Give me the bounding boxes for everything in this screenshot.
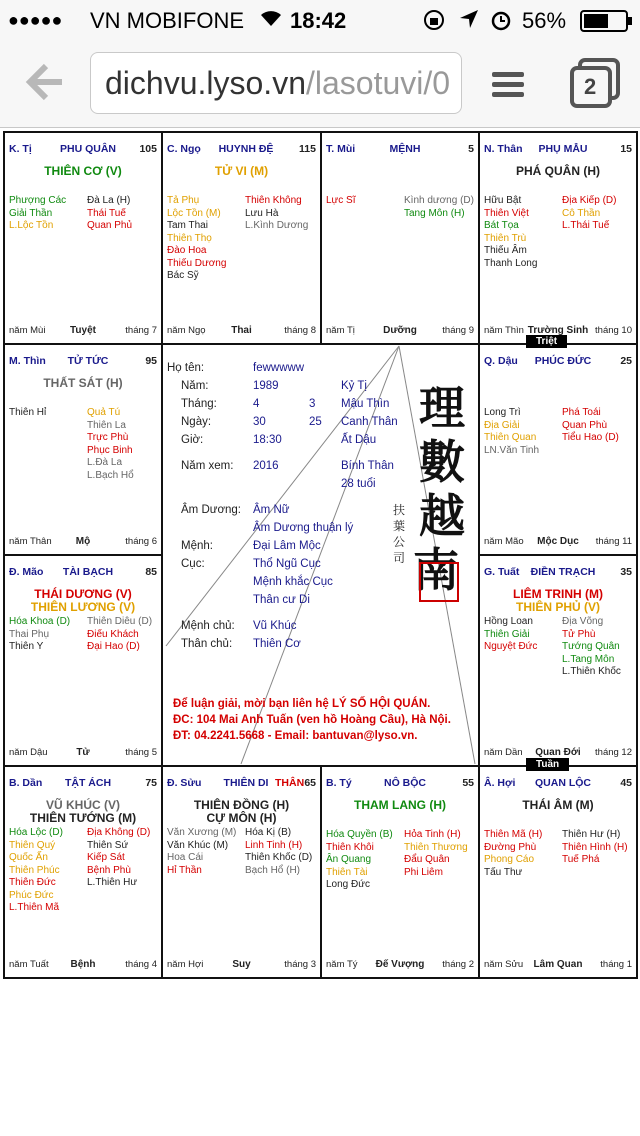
cuc-value: Thổ Ngũ Cục xyxy=(253,558,321,570)
main-star: LIÊM TRINH (M) xyxy=(513,587,603,601)
minor-star: Phục Binh xyxy=(87,444,133,456)
minor-star: Thiên Diêu (D) xyxy=(87,616,153,627)
palace-cell xyxy=(161,765,322,979)
cell-branch: Đ. Sửu xyxy=(167,777,202,789)
minor-star: Văn Khúc (M) xyxy=(167,839,229,851)
cell-palace: MỆNH xyxy=(389,143,421,155)
cell-palace: NÔ BỘC xyxy=(384,777,426,789)
main-star: CỰ MÔN (H) xyxy=(206,811,277,825)
cell-footer-month: tháng 10 xyxy=(595,324,632,336)
cell-age-number: 15 xyxy=(620,143,632,155)
minor-star: Thiên Hư (H) xyxy=(562,829,621,840)
palace-cell xyxy=(3,343,163,556)
cell-footer-stage: Dưỡng xyxy=(383,324,417,336)
contact-line: Để luận giải, mời bạn liên hệ LÝ SỐ HỘI QUÁN. xyxy=(173,698,431,710)
minor-star: Hóa Lộc (D) xyxy=(9,827,63,838)
minor-star: Thiên Khôi xyxy=(326,841,374,853)
cell-branch: B. Dần xyxy=(9,777,43,789)
minor-star: Lưu Hà xyxy=(245,207,279,219)
minor-star: Bát Tọa xyxy=(484,220,519,231)
minor-star: Thiên Phúc xyxy=(9,864,60,876)
cell-footer-year: năm Sửu xyxy=(484,958,524,970)
cell-footer-stage: Đế Vượng xyxy=(375,958,425,970)
seal-small-text: 扶 葉 公 司 xyxy=(393,503,406,565)
minor-star: Tuế Phá xyxy=(562,854,600,865)
center-info-panel xyxy=(161,344,478,766)
view-year-can: Bính Thân xyxy=(341,460,394,472)
cell-age-number: 95 xyxy=(145,355,157,367)
month-label: Tháng: xyxy=(181,398,217,410)
minor-star: Tử Phù xyxy=(562,628,596,640)
cell-footer-month: tháng 9 xyxy=(442,324,474,336)
location-icon xyxy=(458,8,480,36)
calligraphy-char: 越 xyxy=(419,489,465,543)
minor-star: Thái Tuế xyxy=(87,207,126,219)
minor-star: L.Thiên Mã xyxy=(9,902,60,913)
amduong-relation: Âm Dương thuận lý xyxy=(253,522,354,534)
main-star: THÁI DƯƠNG (V) xyxy=(34,587,132,601)
cell-age-number: 85 xyxy=(145,566,157,578)
tuan-tag: Tuần xyxy=(526,758,569,771)
horoscope-chart xyxy=(0,128,640,1136)
minor-star: Quan Phủ xyxy=(87,220,133,231)
minor-star: Phi Liêm xyxy=(404,866,443,878)
cell-footer-stage: Suy xyxy=(232,958,251,970)
address-bar[interactable] xyxy=(90,52,462,114)
minor-star: Địa Kiếp (D) xyxy=(562,195,617,206)
main-star: THIÊN PHỦ (V) xyxy=(516,600,600,614)
cell-footer-year: năm Tuất xyxy=(9,958,49,970)
calligraphy-char: 南 xyxy=(413,543,459,597)
thanchu-label: Thân chủ: xyxy=(181,638,233,650)
battery-percent: 56% xyxy=(522,8,567,33)
minor-star: Điếu Khách xyxy=(87,628,139,640)
signal-strength: ●●●●● xyxy=(8,10,63,30)
palace-cell xyxy=(478,131,638,345)
minor-star: Thai Phụ xyxy=(9,628,50,640)
alarm-icon xyxy=(490,8,512,38)
cell-footer-year: năm Mùi xyxy=(9,324,46,336)
cell-footer-stage: Lâm Quan xyxy=(533,958,583,970)
cell-footer-year: năm Thân xyxy=(9,535,52,547)
minor-star: Long Đức xyxy=(326,879,370,890)
cell-palace: TẬT ÁCH xyxy=(64,777,112,789)
minor-star: Thiên Y xyxy=(9,641,44,652)
minor-star: Trực Phù xyxy=(87,432,129,443)
contact-address: ĐC: 104 Mai Anh Tuấn (ven hồ Hoàng Cầu), Hà Nội. xyxy=(173,714,451,726)
year-label: Năm: xyxy=(181,380,209,392)
wifi-icon xyxy=(258,6,284,34)
minor-star: Thiên Quý xyxy=(9,839,56,851)
minor-star: Địa Không (D) xyxy=(87,827,151,838)
cell-footer-month: tháng 12 xyxy=(595,746,632,758)
rotation-lock-icon xyxy=(422,8,446,38)
menh-label: Mệnh: xyxy=(181,540,213,552)
calligraphy-char: 數 xyxy=(419,435,465,489)
cell-branch: Q. Dậu xyxy=(484,355,518,367)
cell-age-number: 115 xyxy=(299,143,316,155)
palace-cell xyxy=(478,765,638,979)
minor-star: Quan Phù xyxy=(562,419,608,431)
amduong-value: Âm Nữ xyxy=(253,504,290,516)
cell-footer-stage: Thai xyxy=(231,324,252,336)
view-year-label: Năm xem: xyxy=(181,460,234,472)
minor-star: Thiên Thọ xyxy=(167,232,212,244)
minor-star: L.Kình Dương xyxy=(245,220,309,231)
minor-star: Nguyệt Đức xyxy=(484,641,538,652)
name-value: fewwwww xyxy=(253,362,305,374)
main-star: THIÊN CƠ (V) xyxy=(44,164,122,178)
name-label: Họ tên: xyxy=(167,362,205,374)
minor-star: L.Thiên Khốc xyxy=(562,666,621,677)
minor-star: Tiểu Hao (D) xyxy=(562,432,619,443)
palace-cell xyxy=(478,343,638,556)
day-lunar: 25 xyxy=(309,416,322,428)
minor-star: Tang Môn (H) xyxy=(404,207,465,219)
battery-icon xyxy=(580,9,634,39)
cell-age-number: 55 xyxy=(462,777,474,789)
palace-cell xyxy=(3,554,163,767)
minor-star: Ân Quang xyxy=(326,854,372,865)
cell-age-number: 45 xyxy=(620,777,632,789)
minor-star: Thiên Quan xyxy=(484,432,537,443)
carrier-name: VN MOBIFONE xyxy=(90,8,245,33)
minor-star: Thiên La xyxy=(87,419,126,431)
url-path: /lasotuvi/0 xyxy=(305,65,451,101)
cell-footer-year: năm Mão xyxy=(484,535,524,547)
cell-footer-month: tháng 11 xyxy=(595,535,632,547)
minor-star: Thiên Giải xyxy=(484,628,530,640)
main-star: THAM LANG (H) xyxy=(354,798,446,812)
cell-branch: N. Thân xyxy=(484,143,523,155)
minor-star: Thiên Không xyxy=(245,195,302,206)
minor-star: Đường Phù xyxy=(484,841,537,853)
cell-footer-year: năm Thìn xyxy=(484,324,524,336)
palace-cell xyxy=(3,131,163,345)
cell-age-number: 75 xyxy=(145,777,157,789)
minor-star: L.Thái Tuế xyxy=(562,220,610,231)
cell-footer-stage: Quan Đới xyxy=(535,746,581,758)
cell-footer-month: tháng 6 xyxy=(125,535,157,547)
cell-footer-year: năm Dậu xyxy=(9,746,48,758)
minor-star: Lực Sĩ xyxy=(326,195,356,206)
minor-star: Địa Giải xyxy=(484,419,520,431)
hour-value: 18:30 xyxy=(253,434,282,446)
minor-star: Thiên Sứ xyxy=(87,839,129,851)
cell-footer-year: năm Tý xyxy=(326,958,358,970)
menhchu-label: Mệnh chủ: xyxy=(181,620,235,632)
cell-palace: PHÚC ĐỨC xyxy=(534,355,592,367)
cell-palace: ĐIỀN TRẠCH xyxy=(530,566,596,578)
calligraphy-char: 理 xyxy=(419,381,465,435)
cell-branch: K. Tị xyxy=(9,143,32,155)
minor-star: Hồng Loan xyxy=(484,616,533,627)
minor-star: Đại Hao (D) xyxy=(87,641,140,652)
palace-cell xyxy=(320,131,480,345)
cell-footer-month: tháng 3 xyxy=(284,958,316,970)
cell-palace: PHỤ MẪU xyxy=(538,143,588,155)
minor-star: Hóa Khoa (D) xyxy=(9,616,71,627)
hour-label: Giờ: xyxy=(181,434,204,446)
cell-palace: TỬ TỨC xyxy=(67,355,109,367)
cell-footer-month: tháng 2 xyxy=(442,958,474,970)
minor-star: Thiên Việt xyxy=(484,207,529,219)
minor-star: Phong Cáo xyxy=(484,854,535,865)
minor-star: Văn Xương (M) xyxy=(167,827,237,838)
minor-star: Thiên Khốc (D) xyxy=(245,852,313,863)
minor-star: Thiên Trù xyxy=(484,232,527,244)
cell-palace: HUYNH ĐỆ xyxy=(218,143,274,155)
cell-branch: Â. Hợi xyxy=(484,777,516,789)
main-star: TỬ VI (M) xyxy=(214,164,269,178)
hour-can: Ất Dậu xyxy=(341,434,377,446)
tabs-icon[interactable] xyxy=(570,58,622,113)
minor-star: Bạch Hổ (H) xyxy=(245,864,301,876)
main-star: THẤT SÁT (H) xyxy=(43,376,123,390)
amduong-label: Âm Dương: xyxy=(181,504,241,516)
cell-age-number: 65 xyxy=(304,777,316,789)
menh-value: Đại Lâm Mộc xyxy=(253,540,321,552)
minor-star: Thiên Hỉ xyxy=(9,407,47,418)
menhchu-value: Vũ Khúc xyxy=(253,620,297,632)
palace-cell xyxy=(3,765,163,979)
minor-star: Kình dương (D) xyxy=(404,195,474,206)
minor-star: Bệnh Phù xyxy=(87,864,131,876)
minor-star: Thiên Đức xyxy=(9,877,56,888)
minor-star: Thiếu Dương xyxy=(167,257,227,269)
contact-phone-email[interactable]: ĐT: 04.2241.5668 - Email: bantuvan@lyso.vn. xyxy=(173,730,418,742)
cell-palace: PHU QUÂN xyxy=(59,143,116,155)
minor-star: Thiên Hình (H) xyxy=(562,841,628,853)
age-value: 28 tuổi xyxy=(341,478,376,490)
cell-palace: TÀI BẠCH xyxy=(62,566,114,578)
cell-footer-stage: Tử xyxy=(76,746,90,758)
cell-footer-stage: Bệnh xyxy=(70,958,96,970)
minor-star: Hóa Quyền (B) xyxy=(326,829,393,840)
minor-star: Phá Toái xyxy=(562,407,601,418)
palace-cell xyxy=(478,554,638,767)
browser-toolbar xyxy=(0,40,640,128)
cell-footer-month: tháng 8 xyxy=(284,324,316,336)
minor-star: Hóa Kị (B) xyxy=(245,827,292,838)
palace-cell xyxy=(161,131,322,345)
month-value: 4 xyxy=(253,398,260,410)
main-star: VŨ KHÚC (V) xyxy=(46,798,120,812)
view-year-value: 2016 xyxy=(253,460,279,472)
cell-than-marker: THÂN xyxy=(275,777,305,789)
cell-footer-stage: Mộ xyxy=(75,535,91,547)
minor-star: L.Thiên Hư xyxy=(87,877,138,888)
cell-footer-stage: Mộc Dục xyxy=(537,535,579,547)
minor-star: Phượng Các xyxy=(9,195,67,206)
cell-branch: Đ. Mão xyxy=(9,566,44,578)
red-seal-stamp xyxy=(419,562,459,602)
month-lunar: 3 xyxy=(309,398,316,410)
cell-palace: QUAN LỘC xyxy=(535,777,591,789)
minor-star: Quốc Ấn xyxy=(9,852,48,863)
main-star: PHÁ QUÂN (H) xyxy=(516,164,600,178)
minor-star: LN.Văn Tinh xyxy=(484,444,540,456)
cuc-label: Cục: xyxy=(181,558,205,570)
minor-star: Thiên Thương xyxy=(404,841,468,853)
cell-footer-stage: Trường Sinh xyxy=(527,324,589,336)
main-star: THIÊN TƯỚNG (M) xyxy=(29,811,137,825)
minor-star: Long Trì xyxy=(484,407,521,418)
cell-footer-stage: Tuyệt xyxy=(70,324,96,336)
minor-star: Tướng Quân xyxy=(562,641,620,652)
minor-star: Đào Hoa xyxy=(167,245,207,256)
cell-footer-year: năm Tị xyxy=(326,324,355,336)
minor-star: Hỏa Tinh (H) xyxy=(404,829,461,840)
minor-star: Tả Phụ xyxy=(167,195,200,206)
cell-footer-year: năm Hợi xyxy=(167,958,204,970)
year-can: Kỷ Tị xyxy=(341,380,367,392)
minor-star: Kiếp Sát xyxy=(87,852,125,863)
cell-footer-month: tháng 7 xyxy=(125,324,157,336)
day-can: Canh Thân xyxy=(341,416,398,428)
minor-star: Linh Tinh (H) xyxy=(245,839,303,851)
cell-branch: M. Thìn xyxy=(9,355,46,367)
month-can: Mậu Thìn xyxy=(341,398,390,410)
menu-icon[interactable] xyxy=(492,70,524,105)
thanchu-value: Thiên Cơ xyxy=(253,638,301,650)
minor-star: L.Đà La xyxy=(87,457,123,468)
minor-star: Lộc Tồn (M) xyxy=(167,207,221,219)
cell-footer-month: tháng 1 xyxy=(600,958,632,970)
minor-star: Quả Tú xyxy=(87,407,121,418)
than-position: Thân cư Di xyxy=(253,594,310,606)
day-label: Ngày: xyxy=(181,416,212,428)
cell-branch: G. Tuất xyxy=(484,566,520,578)
cell-age-number: 35 xyxy=(620,566,632,578)
cuc-relation: Mệnh khắc Cục xyxy=(253,576,333,588)
minor-star: Cô Thần xyxy=(562,207,601,219)
minor-star: Thiếu Âm xyxy=(484,245,527,256)
minor-star: L.Lộc Tồn xyxy=(9,220,54,231)
triet-tag: Triệt xyxy=(526,335,567,348)
minor-star: Thiên Tài xyxy=(326,866,368,878)
minor-star: Địa Võng xyxy=(562,616,604,627)
cell-footer-month: tháng 5 xyxy=(125,746,157,758)
main-star: THIÊN ĐỒNG (H) xyxy=(193,798,290,812)
tab-count: 2 xyxy=(584,74,597,99)
minor-star: Tấu Thư xyxy=(484,866,523,878)
cell-footer-year: năm Ngọ xyxy=(167,324,206,336)
cell-branch: C. Ngọ xyxy=(167,143,201,155)
year-value: 1989 xyxy=(253,380,279,392)
url-domain: dichvu.lyso.vn xyxy=(105,65,306,101)
minor-star: Hữu Bật xyxy=(484,195,522,206)
minor-star: Đẩu Quân xyxy=(404,854,450,865)
cell-age-number: 25 xyxy=(620,355,632,367)
day-value: 30 xyxy=(253,416,266,428)
minor-star: Bác Sỹ xyxy=(167,270,199,281)
cell-age-number: 105 xyxy=(139,143,157,155)
cell-branch: T. Mùi xyxy=(326,143,356,155)
minor-star: Thiên Mã (H) xyxy=(484,829,543,840)
minor-star: Hoa Cái xyxy=(167,852,204,863)
cell-footer-month: tháng 4 xyxy=(125,958,157,970)
cell-branch: B. Tý xyxy=(326,777,352,789)
main-star: THIÊN LƯƠNG (V) xyxy=(30,600,136,614)
clock: 18:42 xyxy=(290,8,347,33)
minor-star: Giải Thần xyxy=(9,207,53,219)
palace-cell xyxy=(320,765,480,979)
minor-star: Tam Thai xyxy=(167,220,208,231)
minor-star: Đà La (H) xyxy=(87,195,131,206)
minor-star: Thanh Long xyxy=(484,257,538,269)
status-bar xyxy=(0,0,640,40)
cell-age-number: 5 xyxy=(468,143,474,155)
cell-footer-year: năm Dần xyxy=(484,746,523,758)
minor-star: L.Tang Môn xyxy=(562,653,615,665)
cell-palace: THIÊN DI xyxy=(223,777,269,789)
minor-star: Phúc Đức xyxy=(9,889,54,901)
back-arrow-icon[interactable] xyxy=(22,62,66,107)
minor-star: Hỉ Thần xyxy=(167,864,202,876)
main-star: THÁI ÂM (M) xyxy=(522,798,594,812)
minor-star: L.Bạch Hổ xyxy=(87,469,134,481)
